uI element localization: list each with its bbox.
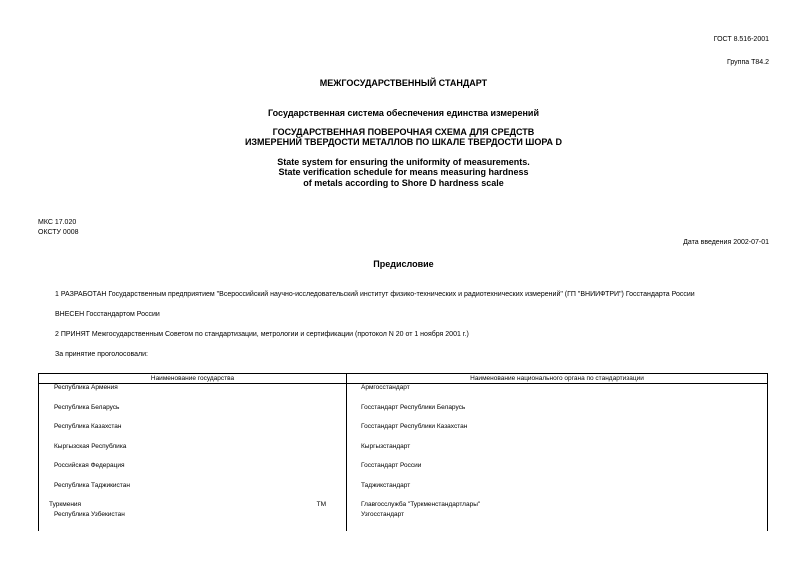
- column-header-state: Наименование государства: [39, 374, 347, 384]
- mks-code: МКС 17.020: [38, 219, 77, 226]
- foreword-paragraph-adopted: 2 ПРИНЯТ Межгосударственным Советом по стандартизации, метрологии и сертификации (протокол N 20 от 1 ноября 2001 г.): [55, 331, 469, 338]
- trademark-mark: ТМ: [316, 501, 326, 508]
- standards-body-name: Госстандарт России: [347, 462, 768, 482]
- document-title-ru-line2: ИЗМЕРЕНИЙ ТВЕРДОСТИ МЕТАЛЛОВ ПО ШКАЛЕ ТВЕРДОСТИ ШОРА D: [244, 137, 563, 147]
- document-title-en-line1: State system for ensuring the uniformity of measurements.: [277, 157, 530, 167]
- table-row: [39, 462, 768, 482]
- column-header-body: Наименование национального органа по стандартизации: [347, 374, 768, 384]
- table-row: [39, 511, 768, 531]
- state-name: Российская Федерация: [39, 462, 347, 482]
- introduction-date: Дата введения 2002-07-01: [683, 239, 769, 246]
- table-row: [39, 443, 768, 463]
- standards-body-name: Узгосстандарт: [347, 511, 768, 531]
- foreword-paragraph-introduced: ВНЕСЕН Госстандартом России: [55, 311, 160, 318]
- voting-states-table: [38, 373, 768, 531]
- document-title-en-line2: State verification schedule for means measuring hardness: [278, 167, 529, 177]
- state-name: Республика Казахстан: [39, 423, 347, 443]
- state-name: Республика Узбекистан: [39, 511, 347, 531]
- standards-body-name: Главгосслужба "Туркменстандартлары": [347, 501, 768, 511]
- foreword-paragraph-voted: За принятие проголосовали:: [55, 351, 148, 358]
- table-row: [39, 482, 768, 502]
- gost-number: ГОСТ 8.516-2001: [713, 36, 769, 43]
- state-name: Кыргызская Республика: [39, 443, 347, 463]
- table-row: [39, 404, 768, 424]
- standards-body-name: Армгосстандарт: [347, 384, 768, 404]
- group-code: Группа Т84.2: [726, 59, 769, 66]
- foreword-paragraph-developed: 1 РАЗРАБОТАН Государственным предприятием "Всероссийский научно-исследовательский институт физико-технических и радиотехнических измерений" (ГП "ВНИИФТРИ") Госстандарта России: [55, 291, 695, 298]
- state-name: Республика Армения: [39, 384, 347, 404]
- table-row: [39, 501, 768, 511]
- okstu-code: ОКСТУ 0008: [38, 229, 79, 236]
- system-title: Государственная система обеспечения единства измерений: [268, 108, 539, 118]
- standards-body-name: Таджикстандарт: [347, 482, 768, 502]
- standards-body-name: Госстандарт Республики Казахстан: [347, 423, 768, 443]
- table-row: [39, 423, 768, 443]
- state-cell: [39, 501, 347, 511]
- standards-body-name: Кыргызстандарт: [347, 443, 768, 463]
- interstate-standard-heading: МЕЖГОСУДАРСТВЕННЫЙ СТАНДАРТ: [319, 78, 488, 88]
- document-title-en-line3: of metals according to Shore D hardness scale: [303, 178, 504, 188]
- document-title-ru-line1: ГОСУДАРСТВЕННАЯ ПОВЕРОЧНАЯ СХЕМА ДЛЯ СРЕДСТВ: [272, 127, 535, 137]
- state-name: Туркмения: [49, 501, 82, 508]
- table-row: [39, 384, 768, 404]
- state-name: Республика Беларусь: [39, 404, 347, 424]
- state-name: Республика Таджикистан: [39, 482, 347, 502]
- standards-body-name: Госстандарт Республики Беларусь: [347, 404, 768, 424]
- table-header-row: [39, 374, 768, 384]
- foreword-heading: Предисловие: [373, 259, 434, 269]
